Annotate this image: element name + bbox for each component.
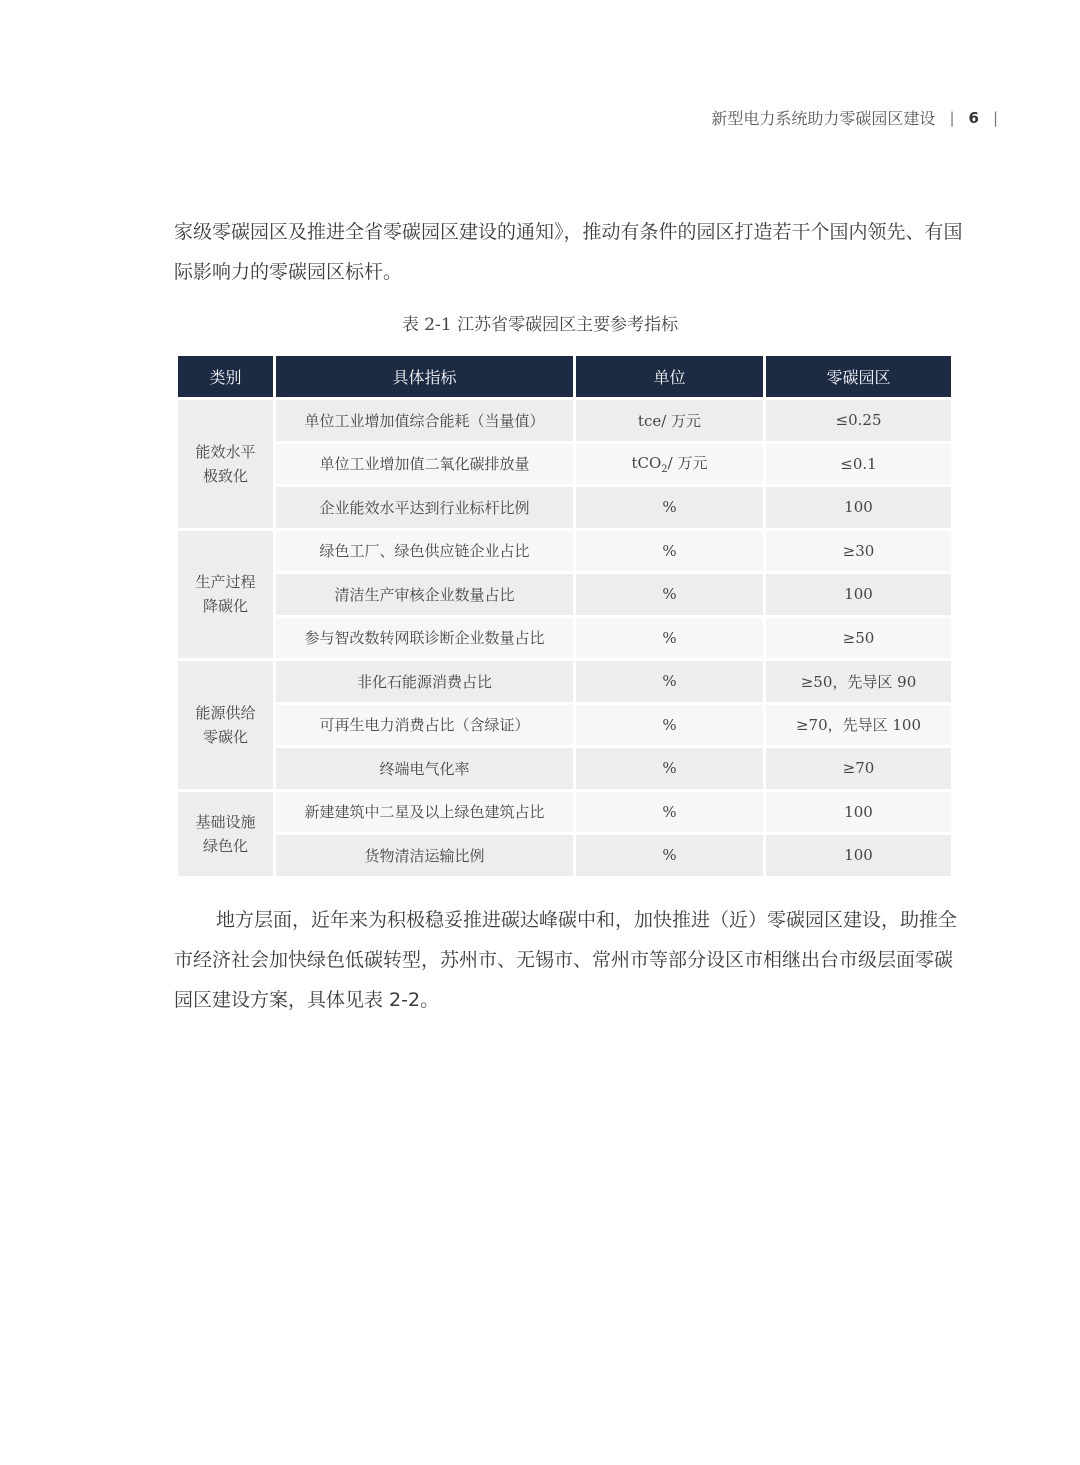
unit-cell: % xyxy=(576,835,763,876)
category-cell xyxy=(178,400,273,528)
category-cell xyxy=(178,792,273,876)
unit-cell: % xyxy=(576,661,763,702)
category-cell xyxy=(178,531,273,659)
value-cell: 100 xyxy=(766,574,951,615)
unit-cell: tce/ 万元 xyxy=(576,400,763,441)
header-separator-left: | xyxy=(949,108,955,127)
value-cell: ≥70，先导区 100 xyxy=(766,705,951,746)
unit-main: tCO xyxy=(631,454,662,473)
unit-cell: % xyxy=(576,618,763,659)
table-row xyxy=(178,531,951,572)
indicator-cell: 清洁生产审核企业数量占比 xyxy=(276,574,573,615)
header-separator-right: | xyxy=(992,108,998,127)
category-cell xyxy=(178,661,273,789)
header-title: 新型电力系统助力零碳园区建设 xyxy=(711,109,936,128)
unit-cell xyxy=(576,444,763,485)
category-line-1: 能源供给 xyxy=(195,703,256,722)
indicator-cell: 货物清洁运输比例 xyxy=(276,835,573,876)
indicator-cell: 单位工业增加值综合能耗（当量值） xyxy=(276,400,573,441)
indicator-cell: 可再生电力消费占比（含绿证） xyxy=(276,705,573,746)
value-cell: ≤0.1 xyxy=(766,444,951,485)
header-category: 类别 xyxy=(178,356,273,397)
table-row xyxy=(178,444,951,485)
unit-cell: % xyxy=(576,574,763,615)
table-row xyxy=(178,400,951,441)
category-line-2: 极致化 xyxy=(202,466,248,485)
indicator-cell: 非化石能源消费占比 xyxy=(276,661,573,702)
value-cell: ≤0.25 xyxy=(766,400,951,441)
paragraph-intro: 家级零碳园区及推进全省零碳园区建设的通知》，推动有条件的园区打造若干个国内领先、有国际影响力的零碳园区标杆。 xyxy=(174,221,963,283)
indicator-cell: 企业能效水平达到行业标杆比例 xyxy=(276,487,573,528)
unit-cell: % xyxy=(576,792,763,833)
unit-cell: % xyxy=(576,531,763,572)
category-line-1: 基础设施 xyxy=(195,812,256,831)
page-header xyxy=(711,106,998,129)
category-line-2: 降碳化 xyxy=(202,597,248,616)
indicator-cell: 终端电气化率 xyxy=(276,748,573,789)
indicator-cell: 单位工业增加值二氧化碳排放量 xyxy=(276,444,573,485)
value-cell: 100 xyxy=(766,835,951,876)
table-row xyxy=(178,835,951,876)
value-cell: 100 xyxy=(766,792,951,833)
value-cell: 100 xyxy=(766,487,951,528)
table-row xyxy=(178,705,951,746)
table-row xyxy=(178,618,951,659)
indicator-cell: 参与智改数转网联诊断企业数量占比 xyxy=(276,618,573,659)
header-unit: 单位 xyxy=(576,356,763,397)
category-line-1: 能效水平 xyxy=(195,442,256,461)
table-row xyxy=(178,487,951,528)
category-line-2: 绿色化 xyxy=(202,836,248,855)
table-caption-text: 江苏省零碳园区主要参考指标 xyxy=(457,315,679,335)
unit-rest: / 万元 xyxy=(667,454,708,473)
value-cell: ≥50，先导区 90 xyxy=(766,661,951,702)
category-line-2: 零碳化 xyxy=(202,727,248,746)
paragraph-local-level: 地方层面，近年来为积极稳妥推进碳达峰碳中和，加快推进（近）零碳园区建设，助推全市经济社会加快绿色低碳转型，苏州市、无锡市、常州市等部分设区市相继出台市级层面零碳园区建设方案，具体见表 2-2。 xyxy=(174,909,958,1011)
category-line-1: 生产过程 xyxy=(195,573,256,592)
value-cell: ≥50 xyxy=(766,618,951,659)
table-header-row xyxy=(178,356,951,397)
table-row xyxy=(178,748,951,789)
unit-cell: % xyxy=(576,705,763,746)
page-number: 6 xyxy=(968,108,979,127)
unit-cell: % xyxy=(576,487,763,528)
header-indicator: 具体指标 xyxy=(276,356,573,397)
header-zero-carbon-park: 零碳园区 xyxy=(766,356,951,397)
table-row xyxy=(178,792,951,833)
table-row xyxy=(178,661,951,702)
table-caption-number: 表 2-1 xyxy=(401,315,452,335)
value-cell: ≥70 xyxy=(766,748,951,789)
indicator-cell: 绿色工厂、绿色供应链企业占比 xyxy=(276,531,573,572)
indicator-table xyxy=(175,353,954,879)
value-cell: ≥30 xyxy=(766,531,951,572)
table-caption xyxy=(0,310,1080,335)
indicator-cell: 新建建筑中二星及以上绿色建筑占比 xyxy=(276,792,573,833)
unit-cell: % xyxy=(576,748,763,789)
table-row xyxy=(178,574,951,615)
unit-subscript: 2 xyxy=(661,464,668,476)
